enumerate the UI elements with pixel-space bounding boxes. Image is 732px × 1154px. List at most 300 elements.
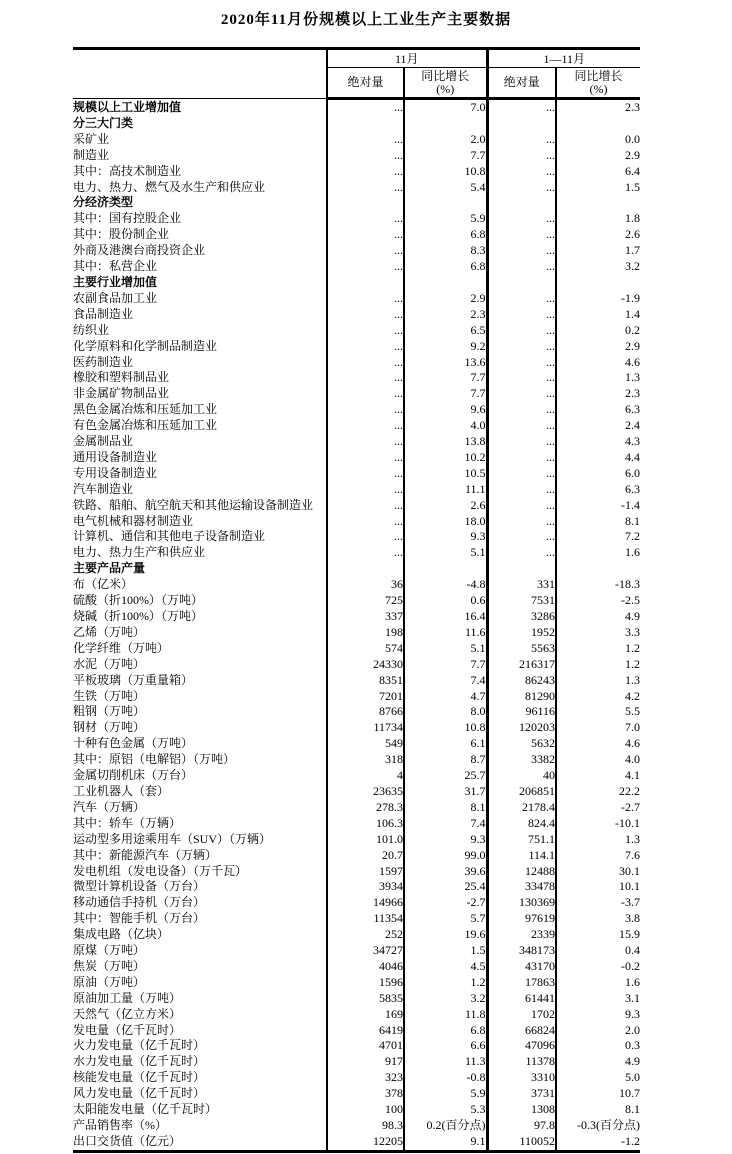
table-row [73,450,640,466]
abs-value-nov-cell: 323 [327,1070,404,1086]
yoy-growth-cum-cell: 4.1 [625,768,640,783]
yoy-growth-cum-cell: 1.3 [625,672,640,687]
row-label: 医药制造业 [73,355,327,371]
row-label: 微型计算机设备（万台） [73,879,327,895]
abs-value-nov-cell: 169 [327,1007,404,1023]
header-yoy-growth-cum [556,68,640,99]
yoy-growth-cum-cell: -1.9 [621,290,640,305]
abs-value-nov-cell: 6419 [327,1023,404,1039]
abs-value-cum-cell: 3382 [487,752,556,768]
table-row [73,1023,640,1039]
abs-value-cum-cell: ... [487,545,556,561]
abs-value-cum-cell: 33478 [487,879,556,895]
yoy-growth-cum-cell: 6.0 [625,465,640,480]
header-abs-value-cum: 绝对量 [487,68,556,99]
row-label: 出口交货值（亿元） [73,1134,327,1151]
yoy-growth-nov-cell: 10.8 [404,164,487,180]
yoy-growth-cum-cell: 5.5 [625,704,640,719]
table-row [73,895,640,911]
row-label: 移动通信手持机（万台） [73,895,327,911]
yoy-growth-nov-cell: 39.6 [404,864,487,880]
abs-value-nov-cell: 4 [327,768,404,784]
row-label: 通用设备制造业 [73,450,327,466]
table-row [73,752,640,768]
row-label: 其中：股份制企业 [73,227,327,243]
yoy-growth-nov-cell: 16.4 [404,609,487,625]
yoy-growth-cum-cell: -0.2 [621,958,640,973]
abs-value-nov-cell: ... [327,482,404,498]
abs-value-nov-cell: ... [327,291,404,307]
row-label: 橡胶和塑料制品业 [73,370,327,386]
row-label: 采矿业 [73,132,327,148]
abs-value-cum-cell: ... [487,323,556,339]
yoy-growth-cum-cell: 1.2 [625,656,640,671]
yoy-growth-nov-cell: 6.8 [404,1023,487,1039]
abs-value-nov-cell: ... [327,402,404,418]
yoy-growth-nov-cell: 10.5 [404,466,487,482]
abs-value-nov-cell: 725 [327,593,404,609]
table-row [73,529,640,545]
yoy-growth-cum-cell [556,195,640,211]
row-label: 制造业 [73,148,327,164]
yoy-growth-cum-cell: 1.3 [625,831,640,846]
abs-value-nov-cell: 7201 [327,689,404,705]
abs-value-cum-cell: ... [487,355,556,371]
abs-value-cum-cell: ... [487,418,556,434]
abs-value-nov-cell: 549 [327,736,404,752]
row-label: 其中：高技术制造业 [73,164,327,180]
yoy-growth-nov-cell: 5.1 [404,545,487,561]
yoy-growth-nov-cell: 11.8 [404,1007,487,1023]
abs-value-nov-cell: ... [327,211,404,227]
yoy-growth-nov-cell: 4.7 [404,689,487,705]
abs-value-cum-cell: 86243 [487,673,556,689]
yoy-growth-nov-cell: 1.5 [404,943,487,959]
table-row [73,704,640,720]
yoy-growth-cum-cell: -2.7 [621,799,640,814]
abs-value-cum-cell: 130369 [487,895,556,911]
abs-value-cum-cell: 331 [487,577,556,593]
yoy-growth-nov-cell: 7.7 [404,370,487,386]
yoy-growth-cum-cell: 7.6 [625,847,640,862]
row-label: 发电机组（发电设备）（万千瓦） [73,864,327,880]
row-label: 集成电路（亿块） [73,927,327,943]
yoy-growth-nov-cell: 5.9 [404,1086,487,1102]
yoy-growth-nov-cell: 5.3 [404,1102,487,1118]
header-yoy-growth-nov-line2: (%) [436,81,455,96]
abs-value-nov-cell: 14966 [327,895,404,911]
abs-value-nov-cell [327,561,404,577]
yoy-growth-cum-cell: 6.4 [625,163,640,178]
row-label: 其中：轿车（万辆） [73,816,327,832]
yoy-growth-nov-cell [404,275,487,291]
table-row [73,800,640,816]
header-yoy-growth-cum-line1: 同比增长 [574,68,623,83]
table-row [73,577,640,593]
abs-value-cum-cell: 824.4 [487,816,556,832]
abs-value-cum-cell: 97619 [487,911,556,927]
abs-value-nov-cell: 20.7 [327,848,404,864]
abs-value-nov-cell: 5835 [327,991,404,1007]
abs-value-nov-cell: ... [327,498,404,514]
yoy-growth-nov-cell: 4.0 [404,418,487,434]
row-label: 平板玻璃（万重量箱） [73,673,327,689]
row-label: 十种有色金属（万吨） [73,736,327,752]
yoy-growth-nov-cell: 6.8 [404,259,487,275]
abs-value-nov-cell: 11734 [327,720,404,736]
yoy-growth-cum-cell: 2.9 [625,338,640,353]
abs-value-cum-cell: 348173 [487,943,556,959]
abs-value-cum-cell: 206851 [487,784,556,800]
yoy-growth-nov-cell: 2.0 [404,132,487,148]
table-row [73,514,640,530]
row-label: 外商及港澳台商投资企业 [73,243,327,259]
row-label: 汽车（万辆） [73,800,327,816]
row-label: 水泥（万吨） [73,657,327,673]
yoy-growth-cum-cell: 8.1 [625,513,640,528]
yoy-growth-nov-cell: 8.1 [404,800,487,816]
yoy-growth-nov-cell: 9.1 [404,1134,487,1151]
yoy-growth-nov-cell: -4.8 [404,577,487,593]
abs-value-nov-cell: ... [327,386,404,402]
yoy-growth-nov-cell: 4.5 [404,959,487,975]
row-label: 金属制品业 [73,434,327,450]
yoy-growth-cum-cell: 4.9 [625,1054,640,1069]
abs-value-cum-cell [487,561,556,577]
table-row [73,609,640,625]
abs-value-nov-cell: 252 [327,927,404,943]
row-label: 其中：新能源汽车（万辆） [73,848,327,864]
abs-value-cum-cell: ... [487,529,556,545]
yoy-growth-cum-cell: 6.3 [625,402,640,417]
yoy-growth-cum-cell: 7.2 [625,529,640,544]
yoy-growth-cum-cell: 4.4 [625,449,640,464]
yoy-growth-nov-cell: 8.3 [404,243,487,259]
abs-value-cum-cell [487,195,556,211]
yoy-growth-nov-cell: 9.6 [404,402,487,418]
table-row [73,720,640,736]
abs-value-nov-cell: 23635 [327,784,404,800]
abs-value-cum-cell: 66824 [487,1023,556,1039]
header-yoy-growth-cum-line2: (%) [589,81,608,96]
yoy-growth-nov-cell: -0.8 [404,1070,487,1086]
yoy-growth-cum-cell: 7.0 [625,720,640,735]
yoy-growth-cum-cell: 30.1 [619,863,640,878]
row-label: 黑色金属冶炼和压延加工业 [73,402,327,418]
abs-value-nov-cell: 278.3 [327,800,404,816]
yoy-growth-cum-cell: 2.0 [625,1022,640,1037]
table-row [73,498,640,514]
abs-value-nov-cell: 198 [327,625,404,641]
yoy-growth-nov-cell: 3.2 [404,991,487,1007]
yoy-growth-cum-cell [556,275,640,291]
yoy-growth-nov-cell: 5.4 [404,180,487,196]
table-row [73,132,640,148]
yoy-growth-cum-cell: 8.1 [625,1102,640,1117]
yoy-growth-nov-cell: 6.1 [404,736,487,752]
row-label: 其中：原铝（电解铝）（万吨） [73,752,327,768]
table-row [73,180,640,196]
yoy-growth-cum-cell: 22.2 [619,783,640,798]
abs-value-cum-cell: ... [487,148,556,164]
abs-value-cum-cell: ... [487,164,556,180]
yoy-growth-cum-cell: -3.7 [621,895,640,910]
abs-value-nov-cell: ... [327,370,404,386]
yoy-growth-cum-cell: 2.4 [625,418,640,433]
yoy-growth-cum-cell: 4.6 [625,736,640,751]
abs-value-nov-cell: ... [327,132,404,148]
yoy-growth-nov-cell: 10.2 [404,450,487,466]
abs-value-cum-cell: ... [487,227,556,243]
abs-value-cum-cell: 1952 [487,625,556,641]
row-label: 焦炭（万吨） [73,959,327,975]
row-label: 化学纤维（万吨） [73,641,327,657]
yoy-growth-cum-cell: 0.4 [625,943,640,958]
yoy-growth-nov-cell [404,116,487,132]
table-row [73,1038,640,1054]
row-label: 粗钢（万吨） [73,704,327,720]
table-row [73,259,640,275]
table-row [73,99,640,116]
abs-value-nov-cell: 8766 [327,704,404,720]
row-label: 电力、热力生产和供应业 [73,545,327,561]
abs-value-nov-cell [327,275,404,291]
row-label: 电气机械和器材制造业 [73,514,327,530]
yoy-growth-nov-cell: 9.3 [404,529,487,545]
abs-value-cum-cell: 110052 [487,1134,556,1151]
yoy-growth-cum-cell: 1.4 [625,306,640,321]
table-row [73,625,640,641]
yoy-growth-nov-cell: 13.6 [404,355,487,371]
table-row [73,689,640,705]
yoy-growth-cum-cell: 2.3 [625,386,640,401]
abs-value-cum-cell: 81290 [487,689,556,705]
row-label: 火力发电量（亿千瓦时） [73,1038,327,1054]
row-label: 主要行业增加值 [73,275,327,291]
table-row [73,641,640,657]
abs-value-nov-cell: 4046 [327,959,404,975]
abs-value-cum-cell [487,275,556,291]
yoy-growth-cum-cell: 3.8 [625,911,640,926]
yoy-growth-nov-cell: 5.1 [404,641,487,657]
yoy-growth-nov-cell: 9.3 [404,832,487,848]
abs-value-nov-cell: 917 [327,1054,404,1070]
abs-value-cum-cell: ... [487,132,556,148]
abs-value-cum-cell: 1308 [487,1102,556,1118]
table-row [73,1070,640,1086]
row-label: 化学原料和化学制品制造业 [73,339,327,355]
table-row [73,307,640,323]
row-label: 钢材（万吨） [73,720,327,736]
yoy-growth-cum-cell: 10.7 [619,1086,640,1101]
yoy-growth-cum-cell: -0.3(百分点) [577,1118,640,1132]
abs-value-cum-cell: 751.1 [487,832,556,848]
abs-value-nov-cell: ... [327,227,404,243]
row-label: 风力发电量（亿千瓦时） [73,1086,327,1102]
row-label: 专用设备制造业 [73,466,327,482]
abs-value-nov-cell: ... [327,164,404,180]
abs-value-cum-cell: 114.1 [487,848,556,864]
table-row [73,816,640,832]
yoy-growth-cum-cell: 1.7 [625,243,640,258]
row-label: 汽车制造业 [73,482,327,498]
yoy-growth-nov-cell: 19.6 [404,927,487,943]
row-label: 工业机器人（套） [73,784,327,800]
abs-value-cum-cell: 1702 [487,1007,556,1023]
yoy-growth-nov-cell: 5.9 [404,211,487,227]
yoy-growth-nov-cell: 7.0 [404,99,487,116]
yoy-growth-nov-cell: 0.2(百分点) [404,1118,487,1134]
yoy-growth-nov-cell: 6.5 [404,323,487,339]
abs-value-nov-cell: 11354 [327,911,404,927]
row-label: 计算机、通信和其他电子设备制造业 [73,529,327,545]
yoy-growth-cum-cell: 4.0 [625,752,640,767]
row-label: 主要产品产量 [73,561,327,577]
abs-value-cum-cell: 216317 [487,657,556,673]
yoy-growth-nov-cell: 25.7 [404,768,487,784]
abs-value-nov-cell: ... [327,529,404,545]
abs-value-nov-cell: ... [327,355,404,371]
table-row [73,402,640,418]
row-label: 分经济类型 [73,195,327,211]
abs-value-nov-cell: ... [327,418,404,434]
abs-value-cum-cell: ... [487,211,556,227]
abs-value-nov-cell: 106.3 [327,816,404,832]
row-label: 有色金属冶炼和压延加工业 [73,418,327,434]
abs-value-nov-cell: 318 [327,752,404,768]
row-label: 金属切削机床（万台） [73,768,327,784]
table-row [73,927,640,943]
yoy-growth-nov-cell: 7.4 [404,673,487,689]
table-row [73,1118,640,1134]
page-title: 2020年11月份规模以上工业生产主要数据 [220,12,512,28]
header-yoy-growth-nov [404,68,487,99]
abs-value-nov-cell: ... [327,99,404,116]
yoy-growth-cum-cell: 5.0 [625,1070,640,1085]
abs-value-cum-cell: ... [487,370,556,386]
abs-value-nov-cell: ... [327,339,404,355]
yoy-growth-cum-cell: 1.5 [625,179,640,194]
header-period-november: 11月 [327,49,487,68]
row-label: 农副食品加工业 [73,291,327,307]
table-row [73,148,640,164]
table-row [73,959,640,975]
row-label: 硫酸（折100%）（万吨） [73,593,327,609]
yoy-growth-nov-cell: 11.3 [404,1054,487,1070]
row-label: 食品制造业 [73,307,327,323]
abs-value-cum-cell: 3731 [487,1086,556,1102]
row-label: 分三大门类 [73,116,327,132]
table-row [73,879,640,895]
yoy-growth-cum-cell: 0.0 [625,131,640,146]
table-row [73,1102,640,1118]
abs-value-cum-cell: ... [487,339,556,355]
yoy-growth-nov-cell: 6.8 [404,227,487,243]
abs-value-cum-cell: 12488 [487,864,556,880]
yoy-growth-nov-cell: 10.8 [404,720,487,736]
yoy-growth-nov-cell [404,195,487,211]
yoy-growth-cum-cell: 4.3 [625,434,640,449]
abs-value-nov-cell: 1596 [327,975,404,991]
abs-value-cum-cell: ... [487,434,556,450]
abs-value-cum-cell: 7531 [487,593,556,609]
abs-value-nov-cell: ... [327,307,404,323]
abs-value-cum-cell: 2178.4 [487,800,556,816]
yoy-growth-cum-cell: 9.3 [625,1006,640,1021]
abs-value-nov-cell: 36 [327,577,404,593]
yoy-growth-nov-cell: 5.7 [404,911,487,927]
row-label: 乙烯（万吨） [73,625,327,641]
abs-value-nov-cell: ... [327,514,404,530]
abs-value-cum-cell: ... [487,498,556,514]
abs-value-nov-cell: ... [327,434,404,450]
abs-value-nov-cell: 24330 [327,657,404,673]
table-row [73,386,640,402]
yoy-growth-nov-cell: 31.7 [404,784,487,800]
header-abs-value-nov: 绝对量 [327,68,404,99]
abs-value-cum-cell [487,116,556,132]
yoy-growth-cum-cell: 1.8 [625,211,640,226]
yoy-growth-nov-cell: 8.0 [404,704,487,720]
yoy-growth-nov-cell: 7.7 [404,148,487,164]
yoy-growth-nov-cell: 99.0 [404,848,487,864]
table-row [73,848,640,864]
abs-value-cum-cell: 40 [487,768,556,784]
table-row [73,482,640,498]
row-label: 规模以上工业增加值 [73,99,327,116]
abs-value-cum-cell: 11378 [487,1054,556,1070]
header-period-jan-to-nov: 1—11月 [487,49,640,68]
abs-value-cum-cell: 96116 [487,704,556,720]
yoy-growth-cum-cell: -2.5 [621,593,640,608]
table-body [73,99,640,1152]
yoy-growth-nov-cell: 6.6 [404,1038,487,1054]
abs-value-nov-cell: 574 [327,641,404,657]
abs-value-nov-cell: ... [327,243,404,259]
abs-value-nov-cell: 12205 [327,1134,404,1151]
table-row [73,545,640,561]
row-label: 核能发电量（亿千瓦时） [73,1070,327,1086]
table-row [73,355,640,371]
yoy-growth-cum-cell: 3.2 [625,259,640,274]
yoy-growth-cum-cell: 1.3 [625,370,640,385]
yoy-growth-nov-cell: 11.1 [404,482,487,498]
yoy-growth-cum-cell: 1.6 [625,974,640,989]
abs-value-nov-cell [327,116,404,132]
abs-value-cum-cell: ... [487,259,556,275]
table-row [73,975,640,991]
abs-value-cum-cell: ... [487,386,556,402]
abs-value-cum-cell: 61441 [487,991,556,1007]
abs-value-nov-cell: 8351 [327,673,404,689]
abs-value-cum-cell: ... [487,291,556,307]
abs-value-cum-cell: 5632 [487,736,556,752]
abs-value-nov-cell: 3934 [327,879,404,895]
table-row [73,832,640,848]
table-row [73,434,640,450]
abs-value-nov-cell: ... [327,466,404,482]
yoy-growth-nov-cell: -2.7 [404,895,487,911]
abs-value-cum-cell: 97.8 [487,1118,556,1134]
abs-value-cum-cell: 47096 [487,1038,556,1054]
abs-value-cum-cell: 2339 [487,927,556,943]
row-label: 其中：国有控股企业 [73,211,327,227]
table-row [73,911,640,927]
yoy-growth-nov-cell: 7.4 [404,816,487,832]
table-row [73,116,640,132]
table-row [73,1054,640,1070]
table-row [73,195,640,211]
